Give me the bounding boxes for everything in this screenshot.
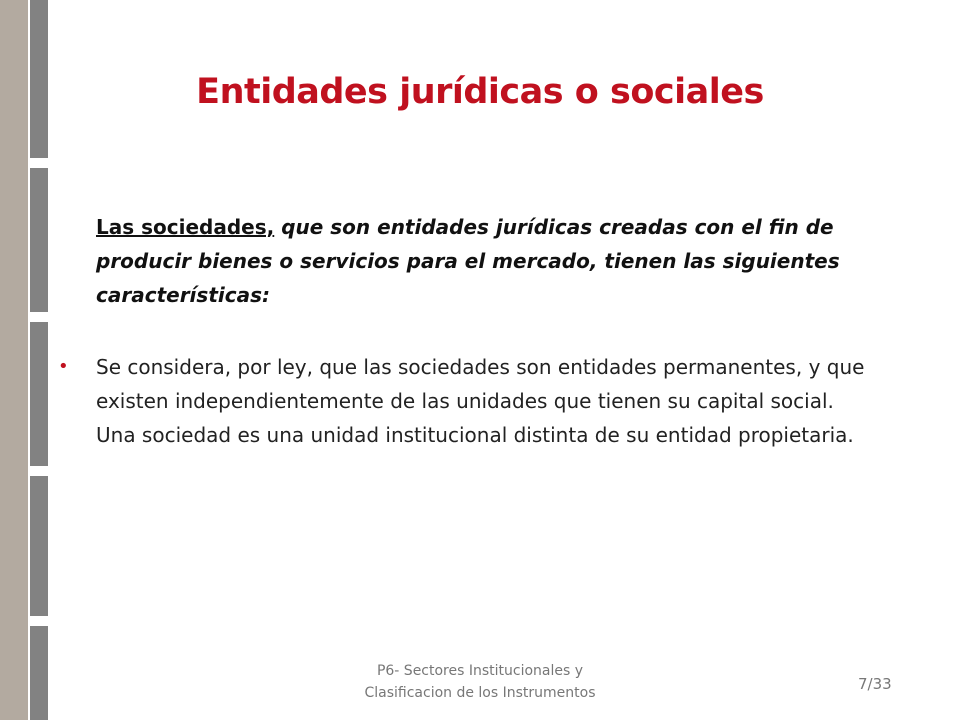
intro-paragraph — [96, 210, 856, 312]
bullet-icon: • — [58, 356, 69, 377]
sidebar-gray-segment — [30, 476, 48, 616]
footer-line-1: P6- Sectores Institucionales y — [376, 663, 584, 679]
footer-text — [340, 660, 620, 704]
slide-title: Entidades jurídicas o sociales — [196, 72, 764, 112]
intro-text: que son entidades jurídicas creadas con el fin de producir bienes o servicios para el mercado, tienen las siguientes características: — [96, 215, 840, 307]
page-number: 7/33 — [858, 675, 892, 693]
sidebar-gray-segment — [30, 626, 48, 720]
bullet-item — [58, 350, 871, 452]
intro-lead: Las sociedades, — [96, 215, 275, 239]
sidebar-gray-segment — [30, 322, 48, 466]
footer-line-2: Clasificacion de los Instrumentos — [364, 685, 596, 701]
sidebar-gray-segment — [30, 168, 48, 312]
bullet-text: Se considera, por ley, que las sociedades son entidades permanentes, y que existen independientemente de las unidades que tienen su capital social. Una sociedad es una unidad institucional distinta de su entidad propietaria. — [96, 355, 865, 447]
